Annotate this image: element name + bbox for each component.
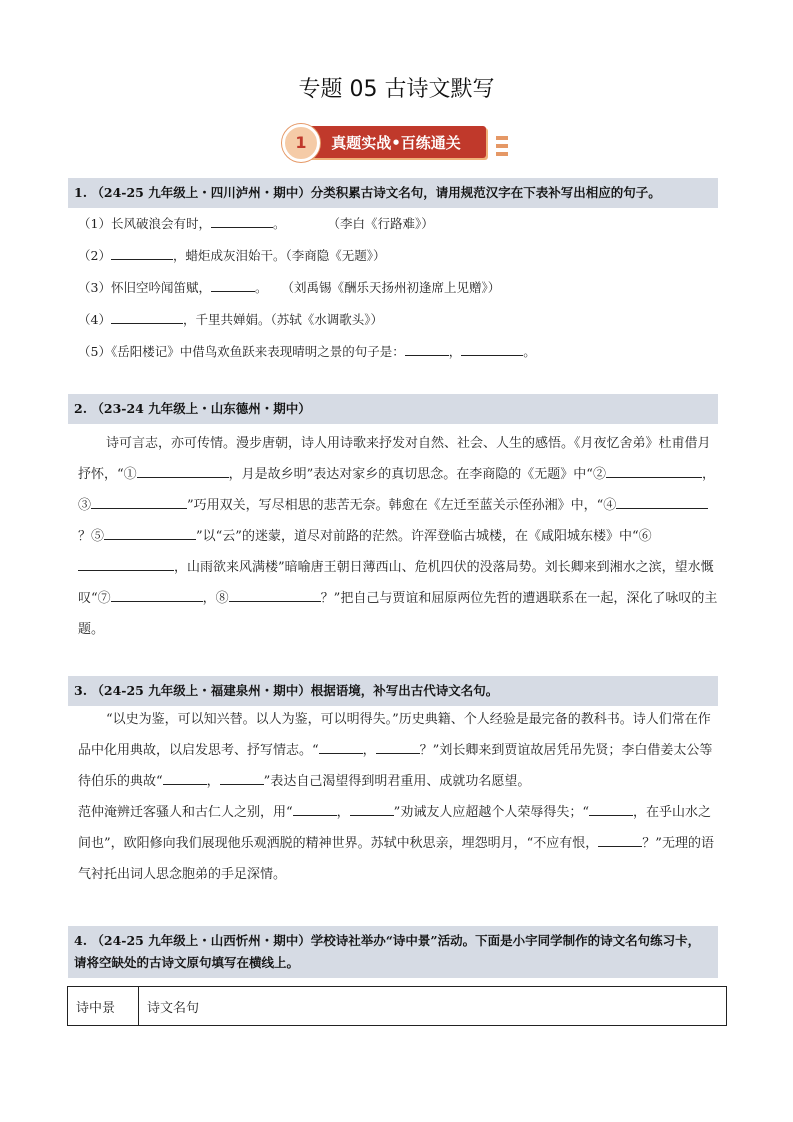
question-3-passage — [78, 704, 718, 890]
q3-text: ， — [336, 805, 350, 820]
q2-text: ，③ — [78, 467, 715, 513]
banner-label: 真题实战•百练通关 — [331, 134, 461, 152]
table-header-cell: 诗中景 — [68, 987, 139, 1026]
table-header-cell: 诗文名句 — [139, 987, 727, 1026]
q3-text: 范仲淹辨迁客骚人和古仁人之别，用“ — [78, 805, 293, 820]
answer-blank-5[interactable] — [293, 801, 337, 816]
q3-text: ，在乎山水之间也”，欧阳修向我们展现他乐观洒脱的精神世界。苏轼中秋思亲，埋怨明月，“不应有恨， — [78, 805, 711, 851]
q2-text: ”巧用双关，写尽相思的悲苦无奈。韩愈在《左迁至蓝关示侄孙湘》中，“④ — [187, 498, 617, 513]
q2-text: ”以“云”的迷蒙，道尽对前路的茫然。许浑登临古城楼，在《咸阳城东楼》中“⑥ — [196, 529, 652, 544]
banner-decoration — [496, 144, 508, 148]
q3-text: ？”无理的语气衬托出词人思念胞弟的手足深情。 — [78, 836, 714, 882]
q1-item-3-punct: 。 — [254, 280, 268, 295]
banner-number-badge: 1 — [282, 124, 320, 162]
answer-blank-2[interactable] — [376, 739, 420, 754]
q1-item-2-source: ，蜡炬成灰泪始干。（李商隐《无题》） — [172, 248, 386, 263]
question-2-header: 2. （23-24 九年级上・山东德州・期中） — [68, 394, 718, 424]
answer-blank-3[interactable] — [91, 494, 187, 509]
answer-blank-1[interactable] — [319, 739, 363, 754]
page-title: 专题 05 古诗文默写 — [298, 77, 495, 102]
answer-blank-6[interactable] — [78, 556, 174, 571]
q1-item-5-text: （5）《岳阳楼记》中借鸟欢鱼跃来表现晴明之景的句子是： — [78, 344, 405, 359]
answer-blank[interactable] — [111, 309, 183, 324]
q3-text: ？”刘长卿来到贾谊故居凭吊先贤；李白借姜太公等待伯乐的典故“ — [78, 743, 713, 789]
question-2-passage — [78, 428, 718, 645]
q1-item-2 — [78, 245, 385, 264]
answer-blank[interactable] — [111, 245, 173, 260]
q3-text: “以史为鉴，可以知兴替。以人为鉴，可以明得失。”历史典籍、个人经验是最完备的教科书。诗人们常在作品中化用典故，以启发思考、抒写情志。“ — [78, 712, 711, 758]
question-3-header: 3. （24-25 九年级上・福建泉州・期中）根据语境，补写出古代诗文名句。 — [68, 676, 718, 706]
q1-item-1 — [78, 213, 434, 232]
q3-text: ， — [362, 743, 376, 758]
answer-blank[interactable] — [211, 213, 273, 228]
answer-blank-3[interactable] — [163, 770, 207, 785]
q2-text: ？”把自己与贾谊和屈原两位先哲的遭遇联系在一起，深化了咏叹的主题。 — [78, 591, 718, 637]
answer-blank-1[interactable] — [137, 463, 229, 478]
q1-item-3 — [78, 277, 500, 296]
q2-text: ，月是故乡明”表达对家乡的真切思念。在李商隐的《无题》中“② — [228, 467, 606, 482]
answer-blank-2[interactable] — [606, 463, 702, 478]
answer-blank-7[interactable] — [589, 801, 633, 816]
answer-blank-8[interactable] — [598, 832, 642, 847]
answer-blank-4[interactable] — [220, 770, 264, 785]
table-row — [68, 987, 727, 1026]
answer-blank-5[interactable] — [104, 525, 196, 540]
q1-item-5 — [78, 341, 536, 360]
question-1-header: 1. （24-25 九年级上・四川泸州・期中）分类积累古诗文名句，请用规范汉字在下表补写出相应的句子。 — [68, 178, 718, 208]
q1-item-1-source: （李白《行路难》） — [327, 216, 434, 231]
answer-blank-7[interactable] — [111, 587, 203, 602]
q1-item-3-text: （3）怀旧空吟闻笛赋， — [78, 280, 211, 295]
q2-text: ，⑧ — [202, 591, 229, 606]
answer-blank[interactable] — [461, 341, 523, 356]
section-banner — [282, 124, 512, 164]
q2-text: ，山雨欲来风满楼”暗喻唐王朝日薄西山、危机四伏的没落局势。刘长卿来到湘水之滨，望水慨叹“⑦ — [78, 560, 714, 606]
q1-item-3-source: （刘禹锡《酬乐天扬州初逢席上见赠》） — [281, 280, 501, 295]
answer-blank-6[interactable] — [350, 801, 394, 816]
question-4-header: 4. （24-25 九年级上・山西忻州・期中）学校诗社举办“诗中景”活动。下面是小宇同学制作的诗文名句练习卡，请将空缺处的古诗文原句填写在横线上。 — [68, 926, 718, 978]
q3-text: ， — [206, 774, 220, 789]
q3-text: ”表达自己渴望得到明君重用、成就功名愿望。 — [263, 774, 531, 789]
q1-item-5-punct-end: 。 — [523, 344, 536, 359]
banner-decoration — [496, 136, 508, 140]
q1-item-4-text: （4） — [78, 312, 111, 327]
answer-blank-4[interactable] — [616, 494, 708, 509]
q1-item-4 — [78, 309, 383, 328]
q1-item-4-source: ，千里共婵娟。（苏轼《水调歌头》） — [182, 312, 383, 327]
question-4-table — [67, 986, 727, 1026]
q1-item-5-punct: ， — [448, 344, 462, 359]
q1-item-1-text: （1）长风破浪会有时， — [78, 216, 211, 231]
answer-blank[interactable] — [405, 341, 449, 356]
q2-text: 诗可言志，亦可传情。漫步唐朝，诗人用诗歌来抒发对自然、社会、人生的感悟。《月夜忆舍弟》杜甫借月抒怀，“① — [78, 436, 711, 482]
q1-item-2-text: （2） — [78, 248, 111, 263]
q2-text: ？⑤ — [78, 529, 105, 544]
answer-blank-8[interactable] — [229, 587, 321, 602]
q3-text: ”劝诫友人应超越个人荣辱得失；“ — [393, 805, 589, 820]
q1-item-1-punct: 。 — [272, 216, 286, 231]
banner-decoration — [496, 152, 508, 156]
answer-blank[interactable] — [211, 277, 255, 292]
